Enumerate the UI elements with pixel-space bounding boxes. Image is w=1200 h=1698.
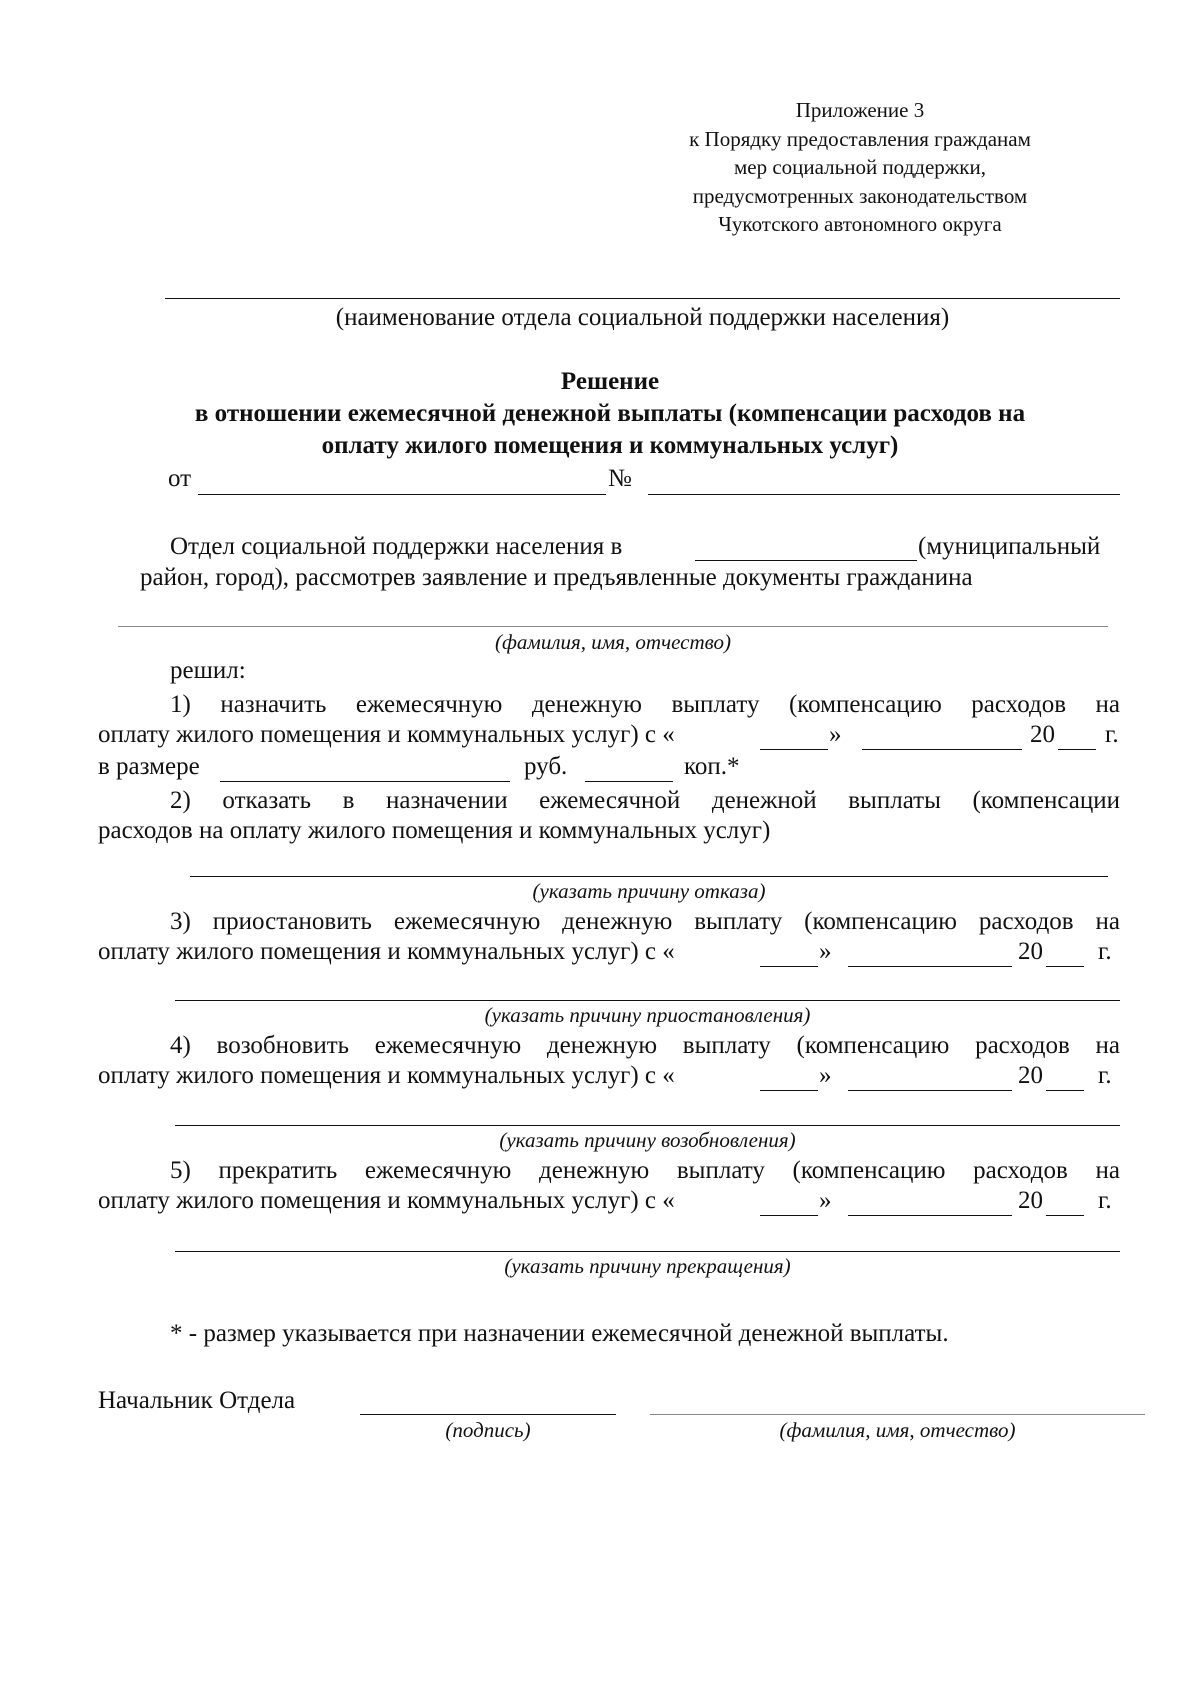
item3-reason-line[interactable] (175, 1000, 1120, 1001)
item3-line-1: 3) приостановить ежемесячную денежную выплату (компенсацию расходов на (170, 908, 1120, 935)
appendix-line-1: Приложение 3 (795, 98, 925, 122)
item3-quote-close: » (819, 938, 832, 965)
item1-line-2-start: оплату жилого помещения и коммунальных услуг) с « (98, 721, 675, 748)
document-subtitle-2: оплату жилого помещения и коммунальных услуг) (321, 432, 899, 459)
item3-year-field[interactable] (1046, 966, 1084, 967)
item5-year-suffix: г. (1098, 1187, 1112, 1214)
appendix-line-2: к Порядку предоставления гражданам (689, 126, 1031, 151)
date-from-label: от (168, 465, 192, 492)
item2-reason-line[interactable] (190, 876, 1108, 877)
signature-caption: (подпись) (445, 1418, 531, 1442)
item1-month-field[interactable] (862, 749, 1022, 750)
item1-line-1: 1) назначить ежемесячную денежную выплату (компенсацию расходов на (170, 691, 1120, 718)
item5-year-field[interactable] (1046, 1215, 1084, 1216)
item5-day-field[interactable] (760, 1215, 818, 1216)
item3-reason-caption: (указать причину приостановления) (484, 1003, 811, 1027)
municipality-field[interactable] (695, 560, 917, 561)
footnote: * - размер указывается при назначении ежемесячной денежной выплаты. (170, 1320, 949, 1347)
item1-year-field[interactable] (1058, 749, 1096, 750)
item4-reason-line[interactable] (175, 1125, 1120, 1126)
item1-kop-label: коп.* (684, 753, 740, 780)
item5-line-1: 5) прекратить ежемесячную денежную выплату (компенсацию расходов на (170, 1157, 1120, 1184)
item2-reason-caption: (указать причину отказа) (532, 879, 766, 903)
item2-line-1: 2) отказать в назначении ежемесячной денежной выплаты (компенсации (170, 787, 1120, 814)
item4-year-suffix: г. (1098, 1062, 1112, 1089)
appendix-line-4: предусмотренных законодательством (692, 183, 1028, 208)
item4-day-field[interactable] (760, 1090, 818, 1091)
head-fio-caption: (фамилия, имя, отчество) (779, 1418, 1016, 1442)
item5-year-prefix: 20 (1018, 1187, 1043, 1214)
item1-amount-label: в размере (98, 753, 200, 780)
number-label: № (608, 465, 632, 492)
item4-line-2-start: оплату жилого помещения и коммунальных услуг) с « (98, 1062, 675, 1089)
decided-label: решил: (170, 657, 246, 684)
appendix-line-3: мер социальной поддержки, (734, 155, 986, 179)
item4-reason-caption: (указать причину возобновления) (499, 1128, 796, 1152)
item3-month-field[interactable] (848, 966, 1012, 967)
item1-kop-field[interactable] (585, 781, 673, 782)
item4-quote-close: » (819, 1062, 832, 1089)
position-label: Начальник Отдела (98, 1387, 296, 1414)
item1-rub-label: руб. (524, 753, 568, 780)
appendix-header (640, 96, 1080, 239)
intro-line-2: район, город), рассмотрев заявление и предъявленные документы гражданина (140, 564, 973, 591)
item3-year-prefix: 20 (1018, 938, 1043, 965)
item1-year-suffix: г. (1105, 721, 1119, 748)
intro-line-1-start: Отдел социальной поддержки населения в (170, 533, 623, 560)
item5-month-field[interactable] (848, 1215, 1012, 1216)
item3-year-suffix: г. (1098, 938, 1112, 965)
item5-line-2-start: оплату жилого помещения и коммунальных услуг) с « (98, 1187, 675, 1214)
date-field[interactable] (198, 494, 606, 495)
citizen-fio-caption: (фамилия, имя, отчество) (495, 630, 731, 654)
intro-line-1-end: (муниципальный (918, 533, 1101, 560)
item1-rub-field[interactable] (220, 781, 510, 782)
signature-field[interactable] (360, 1414, 616, 1415)
item1-quote-close: » (829, 721, 842, 748)
document-subtitle-1: в отношении ежемесячной денежной выплаты (компенсации расходов на (194, 400, 1026, 427)
item3-line-2-start: оплату жилого помещения и коммунальных услуг) с « (98, 938, 675, 965)
item4-year-prefix: 20 (1018, 1062, 1043, 1089)
item2-line-2: расходов на оплату жилого помещения и коммунальных услуг) (98, 817, 771, 844)
appendix-line-5: Чукотского автономного округа (718, 212, 1002, 236)
head-fio-field[interactable] (650, 1414, 1145, 1415)
department-name-line[interactable] (165, 298, 1120, 299)
item1-day-field[interactable] (760, 749, 828, 750)
item4-month-field[interactable] (848, 1090, 1012, 1091)
item5-reason-caption: (указать причину прекращения) (504, 1254, 791, 1278)
number-field[interactable] (648, 494, 1120, 495)
item5-reason-line[interactable] (175, 1251, 1120, 1252)
item4-line-1: 4) возобновить ежемесячную денежную выплату (компенсацию расходов на (170, 1032, 1120, 1059)
item1-year-prefix: 20 (1030, 721, 1055, 748)
department-caption: (наименование отдела социальной поддержки населения) (335, 304, 950, 331)
item5-quote-close: » (819, 1187, 832, 1214)
citizen-fio-line[interactable] (118, 626, 1108, 627)
document-title: Решение (560, 368, 660, 395)
item4-year-field[interactable] (1046, 1090, 1084, 1091)
item3-day-field[interactable] (760, 966, 818, 967)
